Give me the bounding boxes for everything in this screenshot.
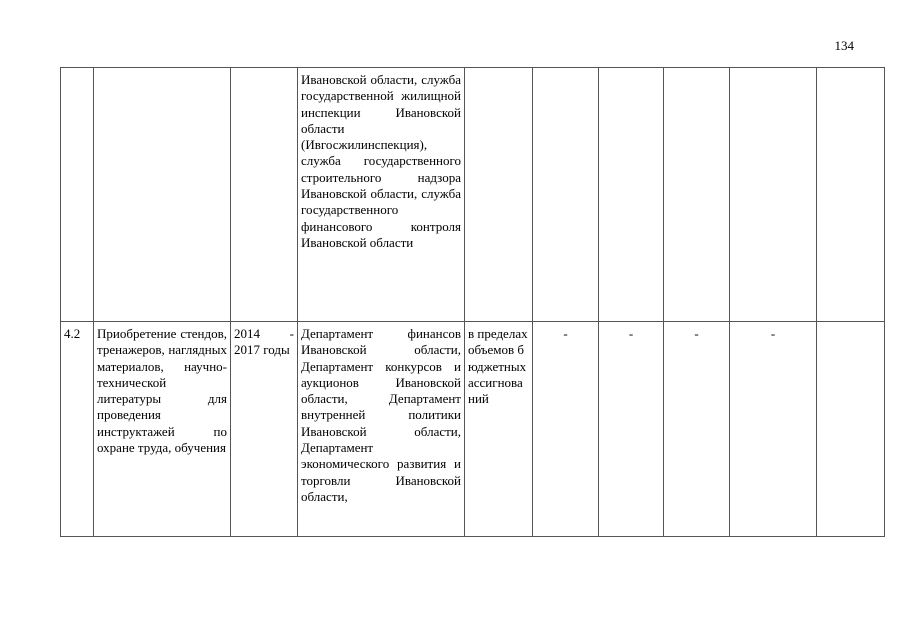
cell-value-3 [664,68,730,322]
cell-measure-name [94,68,231,322]
page-number: 134 [834,38,854,53]
cell-funding-source: в пределах объемов бюджетных ассигнований [465,322,533,537]
cell-value-2 [599,68,664,322]
cell-period: 2014 - 2017 годы [231,322,298,537]
cell-value-4 [730,68,817,322]
cell-executors: Ивановской области, служба государственной жилищной инспекции Ивановской области (Ивгосжилинспекция), служба государственного строительного надзора Ивановской области, служба государственного финансового контроля Ивановской области [298,68,465,322]
cell-value-1: - [533,322,599,537]
table-row [61,322,885,537]
cell-value-2: - [599,322,664,537]
cell-value-4: - [730,322,817,537]
cell-funding-source [465,68,533,322]
cell-number [61,68,94,322]
cell-executors: Департамент финансов Ивановской области, Департамент конкурсов и аукционов Ивановской области, Департамент внутренней политики Ивановской области, Департамент экономического развития и торговли Ивановской области, [298,322,465,537]
cell-measure-name: Приобретение стендов, тренажеров, наглядных материалов, научно-технической литературы для проведения инструктажей по охране труда, обучения [94,322,231,537]
table-row [61,68,885,322]
cell-value-3: - [664,322,730,537]
cell-period [231,68,298,322]
cell-value-1 [533,68,599,322]
measures-table [60,67,885,537]
cell-number: 4.2 [61,322,94,537]
cell-extra [817,322,885,537]
cell-extra [817,68,885,322]
